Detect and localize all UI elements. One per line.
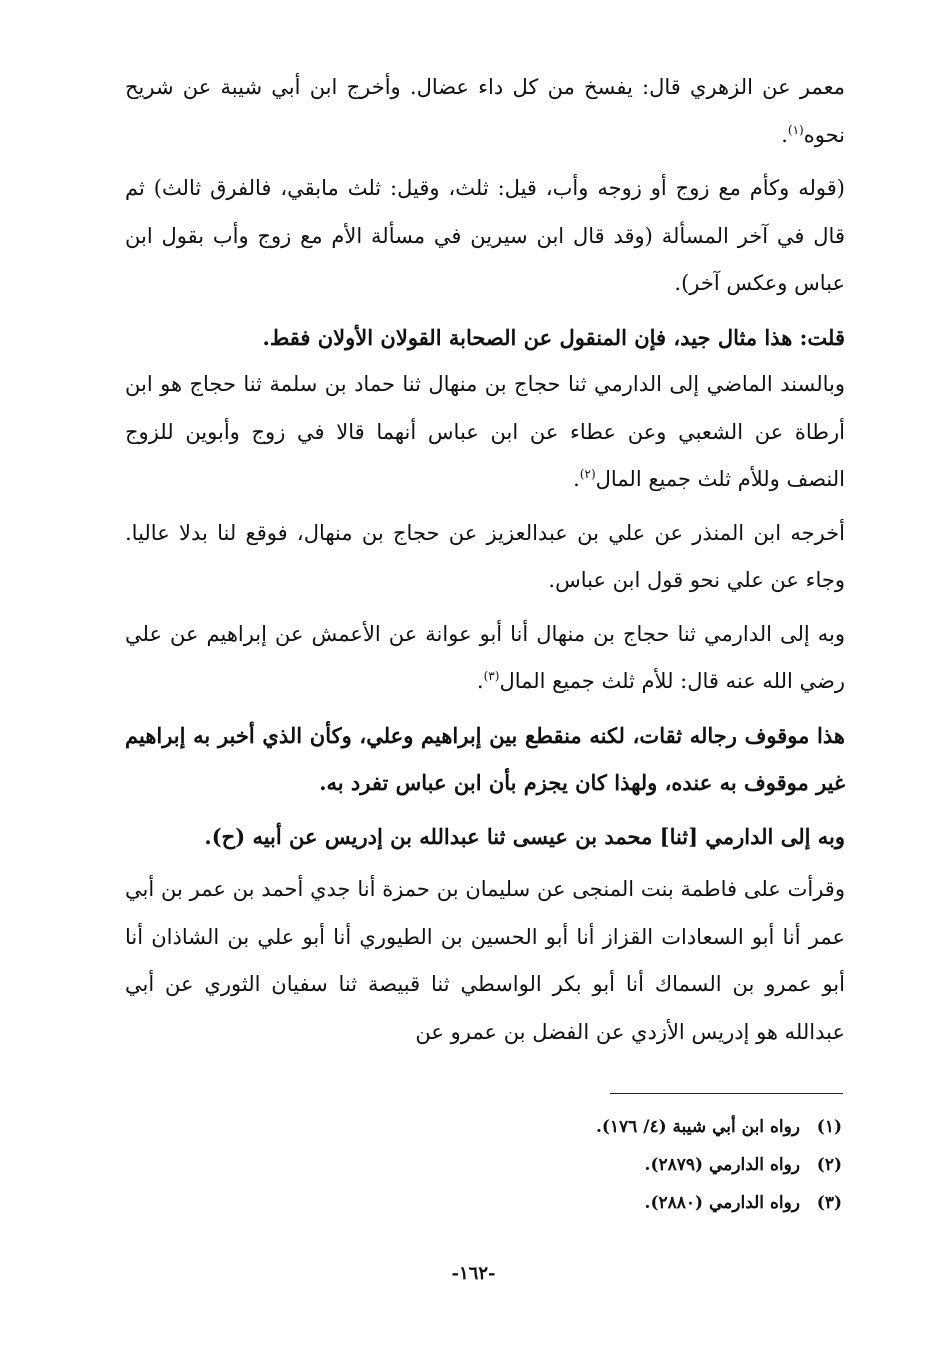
paragraph-text: هذا موقوف رجاله ثقات، لكنه منقطع بين إبراهيم وعلي، وكأن الذي أخبر به إبراهيم غير موقوف به عنده، ولهذا كان يجزم بأن ابن عباس تفرد به.	[125, 722, 845, 795]
paragraph-4	[125, 361, 845, 504]
paragraph-tail: .	[573, 467, 580, 491]
footnote-number: (١)	[816, 1117, 842, 1137]
footnote-2	[342, 1146, 842, 1184]
paragraph-tail: .	[476, 669, 484, 693]
footnote-number: (٢)	[816, 1155, 842, 1175]
main-text	[125, 64, 845, 1056]
footnote-number: (٣)	[816, 1193, 842, 1213]
footnote-1	[342, 1108, 842, 1146]
footnote-ref: (٢)	[579, 467, 596, 481]
footnote-ref: (١)	[787, 122, 804, 137]
paragraph-9	[125, 866, 845, 1056]
paragraph-text: أخرجه ابن المنذر عن علي بن عبدالعزيز عن حجاج بن منهال، فوقع لنا بدلا عاليا. وجاء عن علي نحو قول ابن عباس.	[125, 520, 845, 592]
paragraph-text: وقرأت على فاطمة بنت المنجى عن سليمان بن حمزة أنا جدي أحمد بن عمر بن أبي عمر أنا أبو السعادات القزاز أنا أبو الحسين بن الطيوري أنا أبو علي بن الشاذان أنا أبو عمرو بن السماك أنا أبو بكر الواسطي ثنا قبيصة ثنا سفيان الثوري عن أبي عبدالله هو إدريس الأزدي عن الفضل بن عمرو عن	[125, 877, 845, 1044]
footnote-ref: (٣)	[483, 669, 500, 683]
page-number: -١٦٢-	[451, 1263, 496, 1284]
paragraph-text: وبالسند الماضي إلى الدارمي ثنا حجاج بن منهال ثنا حماد بن سلمة ثنا حجاج هو ابن أرطاة عن الشعبي وعن عطاء عن ابن عباس أنهما قالا في زوج وأبوين للزوج النصف وللأم ثلث جميع المال	[125, 372, 845, 491]
paragraph-6	[125, 611, 845, 706]
footnote-text: رواه الدارمي (٢٨٨٠).	[644, 1193, 800, 1213]
paragraph-text: وبه إلى الدارمي ثنا حجاج بن منهال أنا أبو عوانة عن الأعمش عن إبراهيم عن علي رضي الله عنه قال: للأم ثلث جميع المال	[125, 621, 845, 693]
paragraph-text: معمر عن الزهري قال: يفسخ من كل داء عضال. وأخرج ابن أبي شيبة عن شريح نحوه	[125, 75, 845, 147]
paragraph-text: وبه إلى الدارمي [ثنا] محمد بن عيسى ثنا عبدالله بن إدريس عن أبيه (ح).	[204, 823, 845, 849]
paragraph-tail: .	[781, 122, 788, 147]
footnote-3	[342, 1184, 842, 1222]
footnote-text: رواه الدارمي (٢٨٧٩).	[644, 1155, 800, 1175]
paragraph-5	[125, 510, 845, 605]
paragraph-1	[125, 64, 845, 159]
paragraph-3	[125, 314, 845, 362]
footnote-text: رواه ابن أبي شيبة (٤/ ١٧٦).	[595, 1117, 800, 1137]
footnote-divider	[610, 1093, 843, 1094]
paragraph-7	[125, 712, 845, 807]
paragraph-text: (قوله وكأم مع زوج أو زوجه وأب، قيل: ثلث، وقيل: ثلث مابقي، فالفرق ثالث) ثم قال في آخر المسألة (وقد قال ابن سيرين في مسألة الأم مع زوج وأب بقول ابن عباس وعكس آخر).	[125, 176, 845, 295]
paragraph-8	[125, 813, 845, 861]
paragraph-2	[125, 165, 845, 308]
footnotes	[342, 1108, 842, 1222]
paragraph-text: قلت: هذا مثال جيد، فإن المنقول عن الصحابة القولان الأولان فقط.	[262, 324, 845, 350]
